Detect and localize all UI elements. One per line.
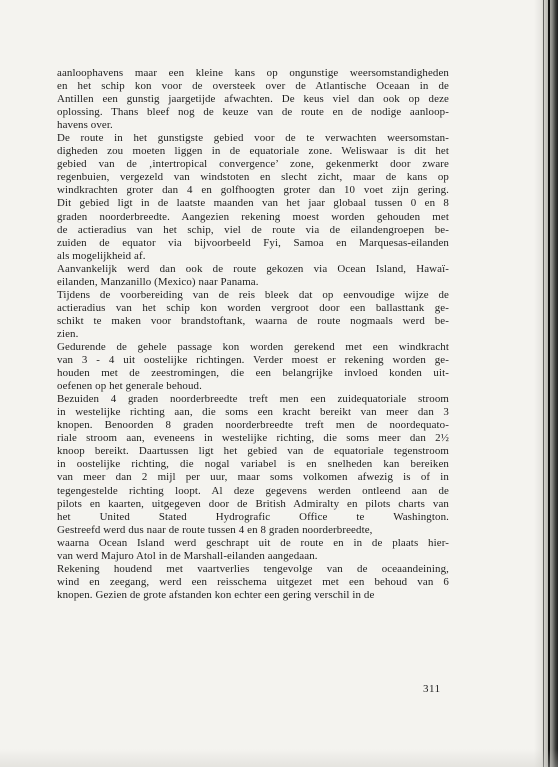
text-line: oplossing. Thans bleef nog de keuze van de route en de nodige aanloop- (57, 106, 449, 119)
text-line: van meer dan 2 mijl per uur, maar soms volkomen afwezig is of in (57, 471, 449, 484)
text-line: oefenen op het generale behoud. (57, 380, 202, 393)
text-line: digheden zou moeten liggen in de equatoriale zone. Weliswaar is dit het (57, 145, 449, 158)
text-line: knopen. Benoorden 8 graden noorderbreedte treft men de noordequato- (57, 419, 449, 432)
text-line: knoop bereikt. Daartussen ligt het gebied van de equatoriale tegenstroom (57, 445, 449, 458)
text-line: actieradius van het schip kon worden vergroot door een ballasttank ge- (57, 301, 449, 314)
body-text (57, 67, 449, 602)
text-line: windkrachten groter dan 4 en golfhoogten groter dan 10 voet zijn gering. (57, 184, 449, 197)
text-line: houden met de zeestromingen, die een belangrijke invloed konden uit- (57, 367, 449, 380)
text-line: gebied van de ‚intertropical convergence’ zone, gekenmerkt door zware (57, 158, 449, 171)
text-line: zien. (57, 327, 79, 340)
text-line: Gedurende de gehele passage kon worden gerekend met een windkracht (57, 340, 449, 353)
text-line: Rekening houdend met vaartverlies tengevolge van de oceaandeining, (57, 562, 449, 575)
text-line: zuiden de equator via bijvoorbeeld Fyi, Samoa en Marquesas-eilanden (57, 236, 449, 249)
text-line: als mogelijkheid af. (57, 249, 146, 262)
text-line: knopen. Gezien de grote afstanden kon echter een gering verschil in de (57, 588, 375, 601)
text-line: schikt te maken voor brandstoftank, waarna de route nogmaals werd be- (57, 314, 449, 327)
text-line: aanloophavens maar een kleine kans op ongunstige weersomstandigheden (57, 67, 449, 79)
text-line: Bezuiden 4 graden noorderbreedte treft men een zuidequatoriale stroom (57, 393, 449, 406)
binding-line (543, 0, 544, 767)
text-line: waarna Ocean Island werd geschrapt uit de route en in de plaats hier- (57, 536, 449, 549)
text-line: Aanvankelijk werd dan ook de route gekozen via Ocean Island, Hawaï- (57, 262, 449, 275)
text-line: eilanden, Manzanillo (Mexico) naar Panama. (57, 275, 259, 288)
text-line: De route in het gunstigste gebied voor de te verwachten weersomstan- (57, 132, 449, 145)
text-line: Tijdens de voorbereiding van de reis bleek dat op eenvoudige wijze de (57, 288, 449, 301)
scan-shadow (0, 749, 558, 767)
text-line: de actieradius van het schip, viel de route via de eilandengroepen be- (57, 223, 449, 236)
text-line: het United Stated Hydrografic Office te Washington. (57, 510, 449, 523)
text-line: in westelijke richting aan, die soms een kracht bereikt van meer dan 3 (57, 406, 449, 419)
text-line: Gestreefd werd dus naar de route tussen 4 en 8 graden noorderbreedte, (57, 523, 373, 536)
text-line: regenbuien, vergezeld van windstoten en slecht zicht, maar de kans op (57, 171, 449, 184)
text-line: pilots en kaarten, uitgegeven door de British Admiralty en pilots charts van (57, 497, 449, 510)
page-binding-shadow (534, 0, 558, 767)
text-line: wind en zeegang, werd een reisschema uitgezet met een behoud van 6 (57, 575, 449, 588)
text-line: Dit gebied ligt in de laatste maanden van het jaar globaal tussen 0 en 8 (57, 197, 449, 210)
binding-line (548, 0, 550, 767)
text-line: graden noorderbreedte. Aangezien rekening moest worden gehouden met (57, 210, 449, 223)
text-line: en het schip kon voor de oversteek over de Atlantische Oceaan in de (57, 80, 449, 93)
page-number: 311 (423, 683, 441, 695)
text-line: tegengestelde richting loopt. Al deze gegevens werden ontleend aan de (57, 484, 449, 497)
text-line: Antillen een gunstig jaargetijde afwachten. De keus viel dan ook op deze (57, 93, 449, 106)
text-line: van 3 - 4 uit oostelijke richtingen. Verder moest er rekening worden ge- (57, 354, 449, 367)
text-line: van werd Majuro Atol in de Marshall-eilanden aangedaan. (57, 549, 318, 562)
text-line: riale stroom aan, eveneens in westelijke richting, die soms meer dan 2½ (57, 432, 449, 445)
text-line: havens over. (57, 119, 113, 132)
text-line: in oostelijke richting, die nogal variabel is en snelheden kan bereiken (57, 458, 449, 471)
